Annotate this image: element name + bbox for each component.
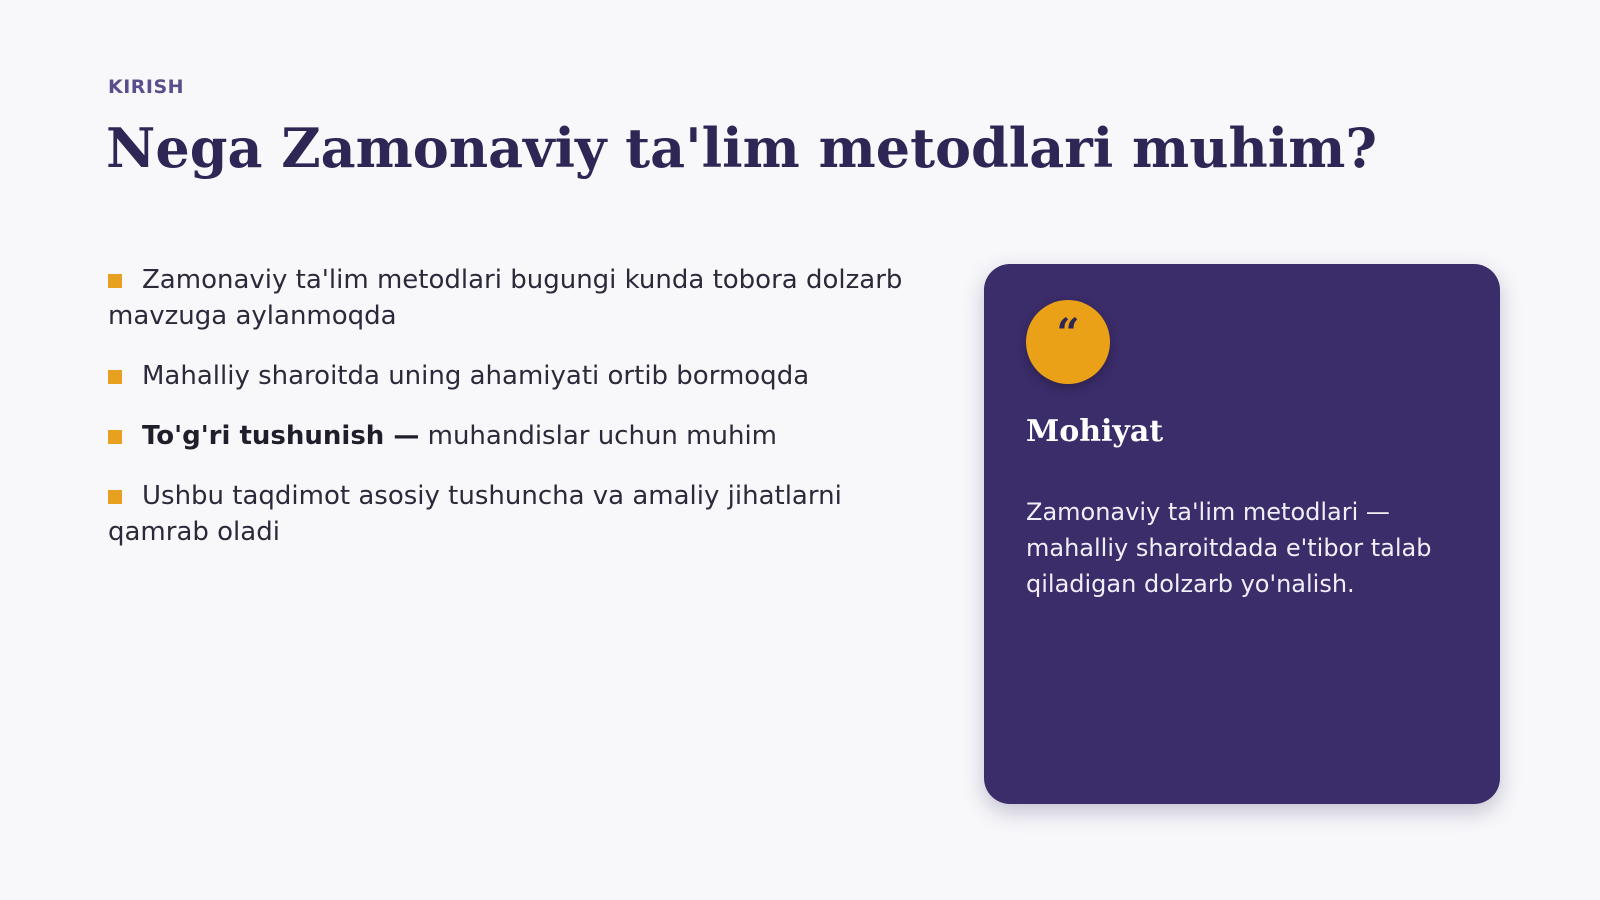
section-label: KIRISH (108, 76, 185, 98)
bullet-text: Zamonaviy ta'lim metodlari bugungi kunda tobora dolzarb mavzuga aylanmoqda (108, 265, 903, 331)
card-body: Zamonaviy ta'lim metodlari — mahalliy sharoitdada e'tibor talab qiladigan dolzarb yo'nalish. (1026, 498, 1432, 598)
bullet-item (108, 418, 928, 454)
bullet-item (108, 262, 928, 334)
bullet-text: Mahalliy sharoitda uning ahamiyati ortib bormoqda (142, 361, 810, 391)
square-bullet-icon (108, 430, 122, 444)
bullet-list (108, 262, 928, 574)
bullet-item (108, 358, 928, 394)
square-bullet-icon (108, 274, 122, 288)
bullet-text: Ushbu taqdimot asosiy tushuncha va amaliy jihatlarni qamrab oladi (108, 481, 842, 547)
summary-card (984, 264, 1500, 804)
card-title: Mohiyat (1026, 414, 1164, 449)
bullet-bold-text: To'g'ri tushunish — (142, 421, 420, 451)
bullet-text: muhandislar uchun muhim (419, 421, 778, 451)
quote-icon: “ (1056, 310, 1080, 357)
square-bullet-icon (108, 490, 122, 504)
slide-title: Nega Zamonaviy ta'lim metodlari muhim? (106, 116, 1378, 180)
square-bullet-icon (108, 370, 122, 384)
bullet-item (108, 478, 928, 550)
quote-badge (1026, 300, 1110, 384)
